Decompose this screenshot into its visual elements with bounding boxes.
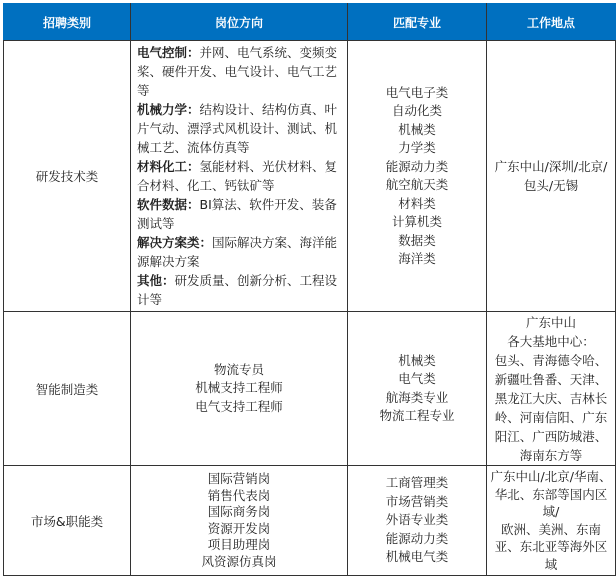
header-direction: 岗位方向: [131, 4, 348, 41]
direction-item: 物流专员: [213, 361, 264, 377]
direction-group-body: 研发质量、创新分析、工程设计等: [137, 273, 338, 307]
direction-group: [137, 233, 343, 271]
major-item: 力学类: [398, 140, 436, 155]
direction-group-head: 软件数据：: [137, 197, 200, 212]
direction-group: [137, 100, 343, 157]
major-item: 机械类: [398, 121, 436, 137]
location-text: 广东中山/北京/华南、华北、东部等国内区域/: [490, 469, 612, 519]
major-cell: [348, 41, 487, 312]
direction-cell: [131, 41, 348, 312]
header-row: [4, 4, 616, 41]
direction-group-body: 结构设计、结构仿真、叶片气动、漂浮式风机设计、测试、机械工艺、流体仿真等: [137, 102, 338, 155]
direction-group-body: 国际解决方案、海洋能源解决方案: [137, 235, 338, 269]
major-item: 材料类: [398, 195, 436, 211]
direction-cell: [131, 466, 348, 576]
direction-group-head: 解决方案类：: [137, 235, 213, 250]
direction-group-head: 其他：: [137, 273, 175, 288]
direction-item: 电气支持工程师: [195, 398, 283, 414]
major-item: 电气类: [398, 371, 436, 386]
recruitment-table: [3, 3, 616, 576]
direction-group-body: 并网、电气系统、变频变桨、硬件开发、电气设计、电气工艺等: [137, 45, 338, 98]
major-cell: [348, 466, 487, 576]
location-text: 广东中山/深圳/北京/包头/无锡: [494, 159, 608, 193]
location-cell: [487, 466, 616, 576]
major-item: 外语专业类: [385, 512, 449, 528]
location-cell: [487, 41, 616, 312]
header-location: 工作地点: [487, 4, 616, 41]
location-text: 广东中山: [525, 314, 576, 330]
direction-group: [137, 157, 343, 195]
major-item: 市场营销类: [385, 493, 449, 509]
direction-cell: [131, 312, 348, 466]
direction-item: 风资源仿真岗: [201, 553, 277, 569]
major-item: 电气电子类: [385, 84, 449, 100]
major-item: 航空航天类: [385, 177, 449, 192]
major-cell: [348, 312, 487, 466]
direction-group-body: 氢能材料、光伏材料、复合材料、化工、钙钛矿等: [137, 159, 338, 193]
direction-group-body: BI算法、软件开发、装备测试等: [137, 197, 337, 231]
direction-item: 机械支持工程师: [195, 380, 283, 396]
major-item: 机械电气类: [385, 549, 449, 565]
major-item: 自动化类: [391, 103, 442, 118]
table-row-marketing: [4, 466, 616, 576]
table-row-rd: [4, 41, 616, 312]
table-row-manufacturing: [4, 312, 616, 466]
direction-item: 资源开发岗: [207, 520, 271, 536]
direction-group-head: 电气控制：: [137, 45, 200, 60]
major-item: 能源动力类: [385, 530, 449, 546]
direction-item: 国际营销岗: [207, 471, 271, 486]
major-item: 能源动力类: [385, 158, 449, 174]
location-cell: [487, 312, 616, 466]
major-item: 海洋类: [398, 251, 436, 266]
major-item: 工商管理类: [385, 475, 449, 491]
major-item: 机械类: [398, 352, 436, 368]
category-cell: 市场&职能类: [4, 466, 131, 576]
location-text: 欧洲、美洲、东南亚、东北亚等海外区域: [494, 521, 608, 572]
header-major: 匹配专业: [348, 4, 487, 41]
category-cell: 研发技术类: [4, 41, 131, 312]
major-item: 计算机类: [391, 214, 442, 229]
category-cell: 智能制造类: [4, 312, 131, 466]
direction-item: 销售代表岗: [207, 487, 271, 503]
location-text: 包头、青海德令哈、新疆吐鲁番、天津、黑龙江大庆、吉林长岭、河南信阳、广东阳江、广西防城港、海南东方等: [494, 352, 608, 463]
major-item: 物流工程专业: [379, 408, 455, 423]
direction-item: 项目助理岗: [207, 537, 271, 552]
direction-group: [137, 271, 343, 309]
direction-group: [137, 195, 343, 233]
location-text: 各大基地中心：: [507, 333, 595, 349]
direction-group-head: 机械力学：: [137, 102, 200, 117]
major-item: 数据类: [398, 232, 436, 248]
direction-group: [137, 43, 343, 100]
major-item: 航海类专业: [385, 389, 449, 405]
header-category: 招聘类别: [4, 4, 131, 41]
direction-group-head: 材料化工：: [137, 159, 200, 174]
direction-item: 国际商务岗: [207, 504, 271, 519]
